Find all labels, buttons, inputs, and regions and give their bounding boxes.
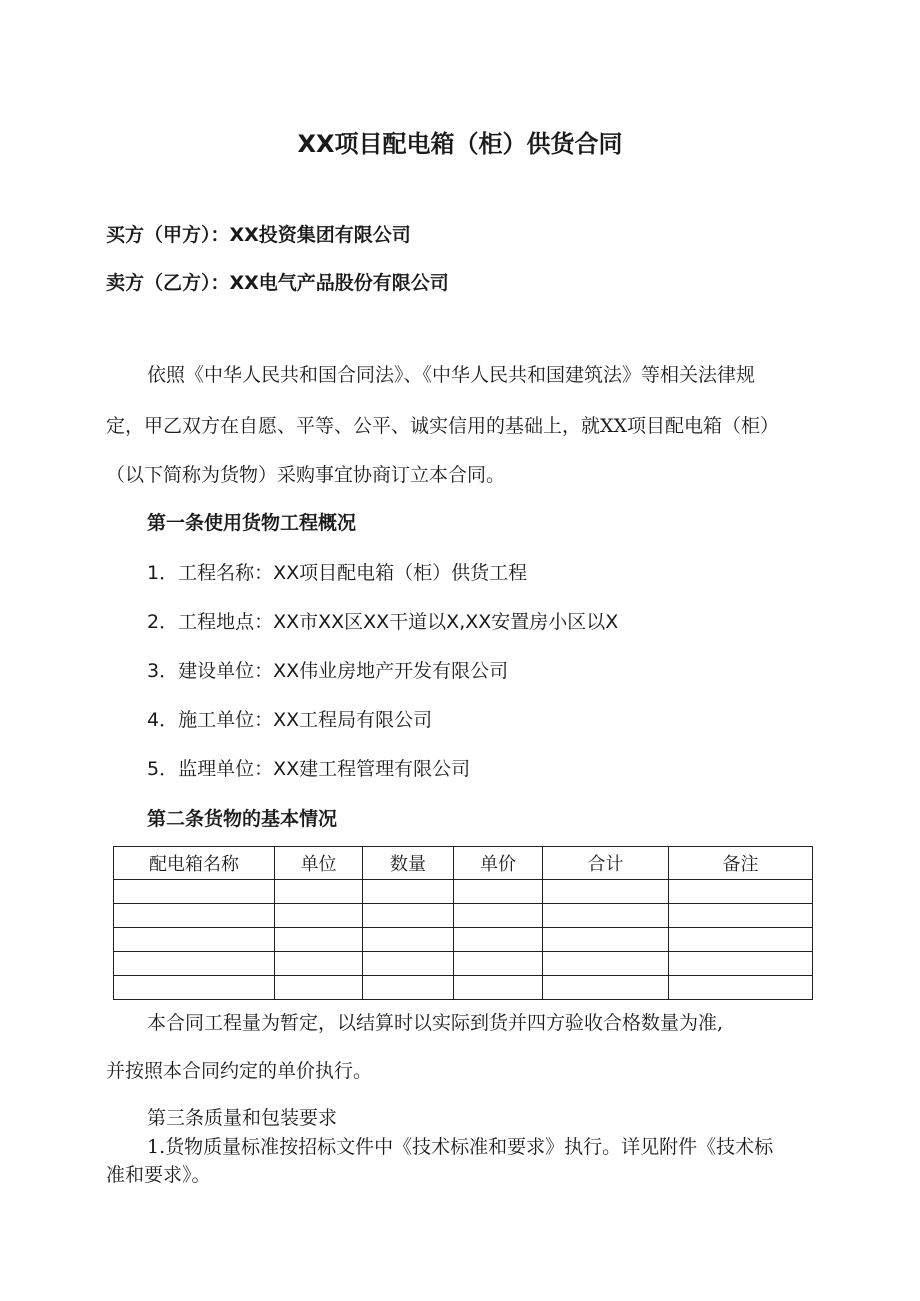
table-cell bbox=[669, 904, 813, 928]
table-cell bbox=[363, 904, 454, 928]
table-row bbox=[114, 880, 813, 904]
table-row bbox=[114, 976, 813, 1000]
contractor-item: 4．施工单位：XX工程局有限公司 bbox=[147, 709, 433, 731]
table-cell bbox=[275, 976, 363, 1000]
table-cell bbox=[363, 928, 454, 952]
table-cell bbox=[114, 904, 275, 928]
table-row bbox=[114, 904, 813, 928]
column-header-unit-price: 单价 bbox=[454, 847, 543, 880]
table-cell bbox=[543, 952, 669, 976]
table-row bbox=[114, 952, 813, 976]
project-location-item: 2．工程地点：XX市XX区XX干道以X,XX安置房小区以X bbox=[147, 611, 619, 633]
column-header-remarks: 备注 bbox=[669, 847, 813, 880]
table-cell bbox=[454, 928, 543, 952]
table-cell bbox=[454, 880, 543, 904]
table-cell bbox=[543, 880, 669, 904]
table-cell bbox=[275, 904, 363, 928]
table-cell bbox=[363, 952, 454, 976]
quantity-note-line: 本合同工程量为暂定，以结算时以实际到货并四方验收合格数量为准, bbox=[147, 1012, 724, 1034]
table-cell bbox=[114, 880, 275, 904]
quality-item-line: 准和要求》。 bbox=[106, 1164, 211, 1186]
table-cell bbox=[363, 880, 454, 904]
column-header-total: 合计 bbox=[543, 847, 669, 880]
table-cell bbox=[454, 952, 543, 976]
seller-line: 卖方（乙方）：XX电气产品股份有限公司 bbox=[106, 272, 449, 294]
column-header-unit: 单位 bbox=[275, 847, 363, 880]
intro-line: 依照《中华人民共和国合同法》、《中华人民共和国建筑法》等相关法律规 bbox=[147, 364, 756, 386]
quality-item-line: 1.货物质量标准按招标文件中《技术标准和要求》执行。详见附件《技术标 bbox=[147, 1136, 774, 1158]
article3-heading: 第三条质量和包装要求 bbox=[147, 1107, 338, 1129]
table-cell bbox=[669, 880, 813, 904]
quantity-note-line: 并按照本合同约定的单价执行。 bbox=[106, 1060, 373, 1082]
table-cell bbox=[543, 904, 669, 928]
table-cell bbox=[543, 976, 669, 1000]
developer-item: 3．建设单位：XX伟业房地产开发有限公司 bbox=[147, 660, 509, 682]
table-cell bbox=[543, 928, 669, 952]
project-name-item: 1．工程名称：XX项目配电箱（柜）供货工程 bbox=[147, 562, 528, 584]
table-row bbox=[114, 928, 813, 952]
article1-heading: 第一条使用货物工程概况 bbox=[147, 512, 357, 534]
table-cell bbox=[275, 952, 363, 976]
table-header-row bbox=[114, 847, 813, 880]
table-cell bbox=[114, 928, 275, 952]
table-cell bbox=[114, 952, 275, 976]
contract-title: XX项目配电箱（柜）供货合同 bbox=[297, 130, 623, 158]
column-header-name: 配电箱名称 bbox=[114, 847, 275, 880]
table-cell bbox=[669, 928, 813, 952]
table-cell bbox=[114, 976, 275, 1000]
goods-table bbox=[113, 846, 813, 1000]
table-cell bbox=[363, 976, 454, 1000]
table-cell bbox=[669, 976, 813, 1000]
intro-line: 定，甲乙双方在自愿、平等、公平、诚实信用的基础上，就XX项目配电箱（柜） bbox=[106, 415, 780, 437]
table-cell bbox=[669, 952, 813, 976]
table-cell bbox=[454, 904, 543, 928]
table-cell bbox=[275, 880, 363, 904]
buyer-line: 买方（甲方）：XX投资集团有限公司 bbox=[106, 224, 411, 246]
column-header-quantity: 数量 bbox=[363, 847, 454, 880]
table-cell bbox=[275, 928, 363, 952]
table-cell bbox=[454, 976, 543, 1000]
intro-line: （以下简称为货物）采购事宜协商订立本合同。 bbox=[106, 464, 506, 486]
article2-heading: 第二条货物的基本情况 bbox=[147, 808, 338, 830]
supervisor-item: 5．监理单位：XX建工程管理有限公司 bbox=[147, 758, 471, 780]
